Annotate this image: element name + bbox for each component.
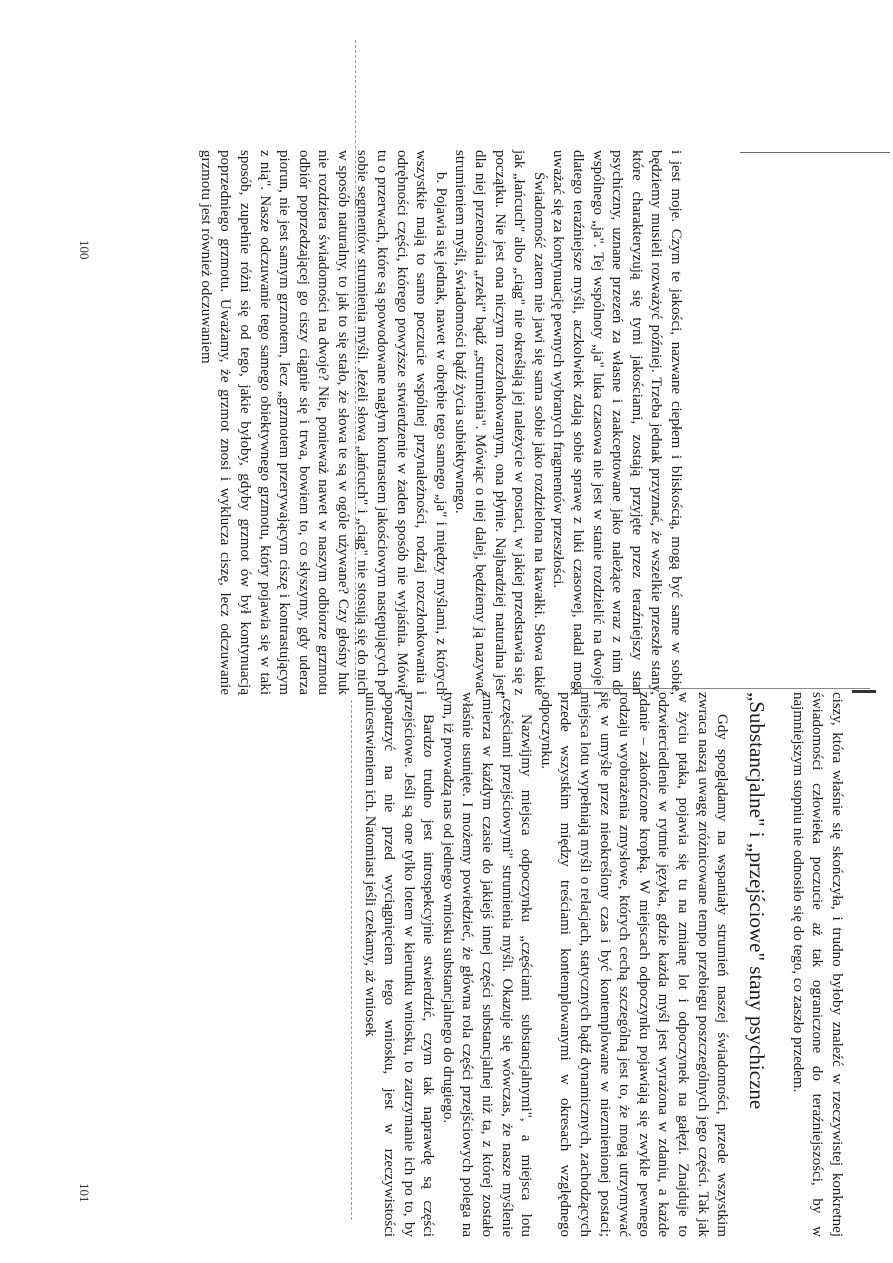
right-page [236,692,846,1237]
paragraph: Bardzo trudno jest introspekcyjnie stwierdzić, czym tak naprawdę są części przejściowe. Jeśli są one tylko lotem w kierunku wniosku, to zatrzymanie ich po to, by popatrzyć na nie przed wyciągnięciem tego wniosku, jest w rzeczywistości unicestwieniem ich. Natomiast jeśli czekamy, aż wniosek [361,692,437,1237]
scan-artifact-mark [852,690,876,693]
paragraph: Gdy spoglądamy na wspaniały strumień naszej świadomości, przede wszystkim zwraca naszą uwagę zróżnicowane tempo przebiegu poszczególnych jego części. Tak jak w życiu ptaka, pojawia się tu na zmianę lot i odpoczynek na gałęzi. Znajduje to odzwierciedlenie w rytmie języka, gdzie każda myśl jest wyrażona w zdaniu, a każde zdanie – zakończone kropką. W miejscach odpoczynku pojawiają się zwykle pewnego rodzaju wyobrażenia zmysłowe, których cechą szczególną jest to, że mogą utrzymywać się w umyśle przez nieokreślony czas i być kontemplowane w niezmienionej postaci; miejsca lotu wypełniają myśli o relacjach, statycznych bądź dynamicznych, zachodzących przede wszystkim między treściami kontemplowanymi w okresach względnego odpoczynku. [537,692,731,1237]
paragraph: Nazwijmy miejsca odpoczynku „częściami substancjalnymi", a miejsca lotu „częściami przejściowymi" strumienia myśli. Okazuje się wówczas, że nasze myślenie zmierza w każdym czasie do jakiejś innej części substancjalnej niż ta, z której zostało właśnie usunięte. I możemy powiedzieć, że główna rola części przejściowych polega na tym, iż prowadzą nas od jednego wniosku substancjalnego do drugiego. [439,692,535,1237]
page-number: 100 [77,240,92,260]
left-page [95,150,685,695]
paragraph: ciszy, która właśnie się skończyła, i trudno byłoby znaleźć w rzeczywistej konkretnej świadomości człowieka poczucie aż tak ograniczone do teraźniejszości, by w najmniejszym stopniu nie odnosiło się do tego, co zaszło przedem. [789,692,845,1237]
paragraph: Świadomość zatem nie jawi się sama sobie jako rozdzielona na kawałki. Słowa takie jak „łańcuch" albo „ciąg" nie określają jej należycie w postaci, w jakiej przedstawia się z początku. Nie jest ona niczym rozczłonkowanym, ona płynie. Najbardziej naturalna jest dla niej przenośnia „rzeki" bądź „strumienia". Mówiąc o niej dalej, będziemy ją nazywać strumieniem myśli, świadomości bądź życia subiektywnego. [452,150,547,695]
scan-artifact-line [740,152,890,153]
paragraph: b. Pojawia się jednak, nawet w obrębie tego samego „ja" i między myślami, z których wszystkie mają to samo poczucie wspólnej przynależności, rodzaj rozczłonkowania i odrębności części, którego powyższe stwierdzenie w żaden sposób nie wyjaśnia. Mówię tu o przerwach, które są spowodowane nagłym kontrastem jakościowym następujących po sobie segmentów strumienia myśli. Jeżeli słowa „łańcuch" i „ciąg" nie stosują się do nich w sposób naturalny, to jak to się stało, że słowa te są w ogóle używane? Czy głośny huk nie rozdziera świadomości na dwoje? Nie, ponieważ nawet w naszym odbiorze grzmotu odbiór poprzedzającej go ciszy ciągnie się i trwa, bowiem to, co słyszymy, gdy uderza piorun, nie jest samym grzmotem, lecz „grzmotem przerywającym ciszę i kontrastującym z nią". Nasze odczuwanie tego samego obiektywnego grzmotu, który pojawia się w taki sposób, zupełnie różni się od tego, jakie byłoby, gdyby grzmot ów był kontynuacją poprzedniego grzmotu. Uważamy, że grzmot znosi i wyklucza ciszę, lecz odczuwanie grzmotu jest również odczuwaniem [197,150,449,695]
section-heading: „Substancjalne" i „przejściowe" stany psychiczne [745,692,770,1110]
paragraph: i jest moje. Czym te jakości, nazwane ciepłem i bliskością, mogą być same w sobie, będziemy musieli rozważyć później. Trzeba jednak przyznać, że wszelkie przeszłe stany, które charakteryzują się tymi jakościami, zostają przyjęte przez teraźniejszy stan psychiczny, uznane przezeń za własne i zaakceptowane jako należące wraz z nim do wspólnego „ja". Tej wspólnoty „ja" luka czasowa nie jest w stanie rozdzielić na dwoje i dlatego teraźniejsze myśli, aczkolwiek zdają sobie sprawę z luki czasowej, nadal mogą uważać się za kontynuację pewnych wybranych fragmentów przeszłości. [550,150,684,695]
page-number: 101 [77,1183,92,1203]
